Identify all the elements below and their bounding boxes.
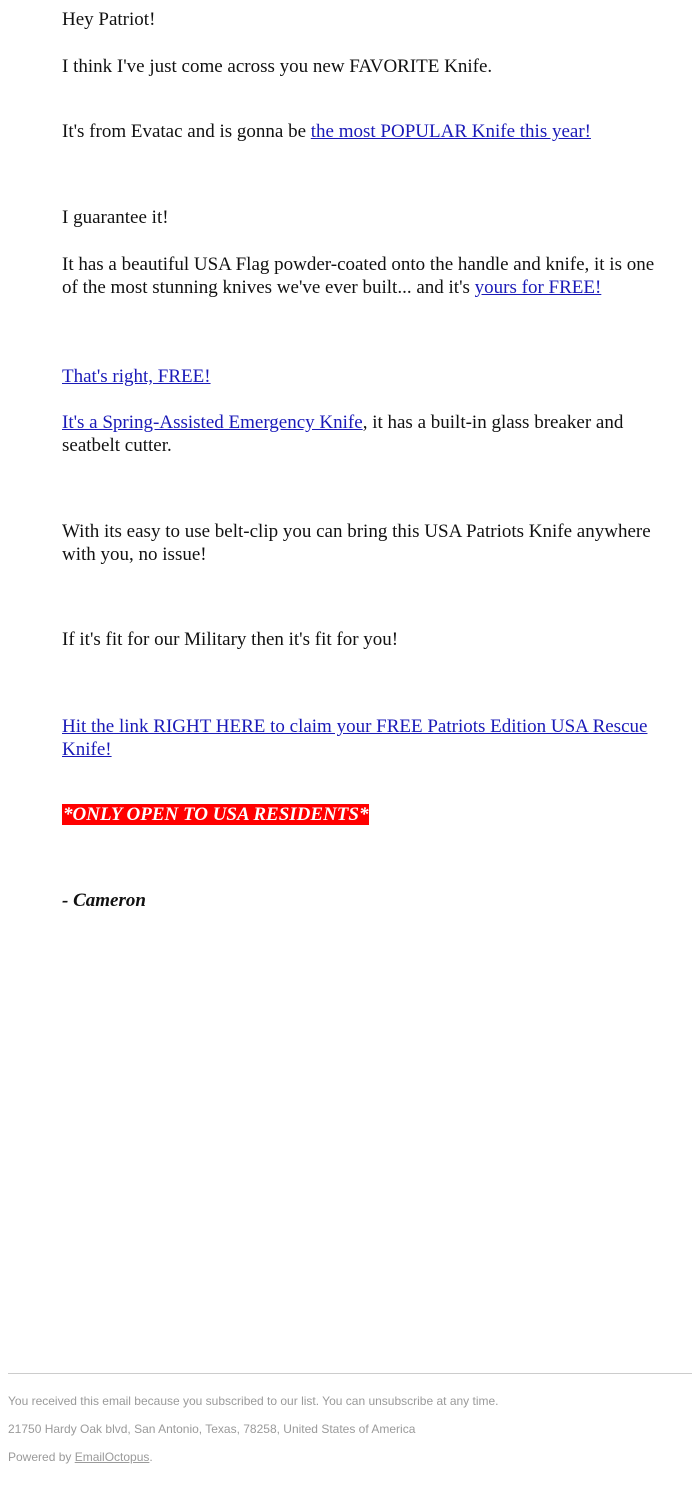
spring-text: , it has a built-in glass breaker and seatbelt cutter. [62,412,624,456]
free-paragraph [62,365,662,388]
footer-divider [8,1373,692,1374]
evatac-paragraph [62,120,662,143]
spring-paragraph [62,411,662,457]
flag-text: It has a beautiful USA Flag powder-coated onto the handle and knife, it is one of the most stunning knives we've ever built... and it's [62,254,655,298]
signature: - Cameron [62,890,146,911]
powered-by-period: . [149,1450,153,1464]
flag-paragraph [62,253,662,299]
signature-paragraph [62,889,662,912]
claim-knife-link[interactable]: Hit the link RIGHT HERE to claim your FREE Patriots Edition USA Rescue Knife! [62,716,648,760]
footer-address: 21750 Hardy Oak blvd, San Antonio, Texas, 78258, United States of America [8,1422,416,1436]
thats-right-free-link[interactable]: That's right, FREE! [62,366,211,387]
cta-paragraph [62,715,662,761]
emailoctopus-link[interactable]: EmailOctopus [74,1450,150,1464]
footer-powered-by [8,1449,692,1465]
evatac-text: It's from Evatac and is gonna be [62,121,311,142]
intro-paragraph: I think I've just come across you new FAVORITE Knife. [62,56,493,77]
powered-by-text: Powered by [8,1450,75,1464]
usa-residents-paragraph [62,803,662,826]
military-paragraph: If it's fit for our Military then it's fit for you! [62,629,399,650]
belt-clip-paragraph: With its easy to use belt-clip you can bring this USA Patriots Knife anywhere with you, no issue! [62,521,651,565]
footer-subscription-notice: You received this email because you subscribed to our list. You can unsubscribe at any time. [8,1394,499,1408]
usa-residents-badge: *ONLY OPEN TO USA RESIDENTS* [63,804,369,825]
spring-assisted-knife-link[interactable]: It's a Spring-Assisted Emergency Knife [62,412,363,433]
guarantee-paragraph: I guarantee it! [62,207,169,228]
greeting: Hey Patriot! [62,9,156,30]
popular-knife-link[interactable]: the most POPULAR Knife this year! [310,121,591,142]
yours-for-free-link[interactable]: yours for FREE! [474,277,602,298]
